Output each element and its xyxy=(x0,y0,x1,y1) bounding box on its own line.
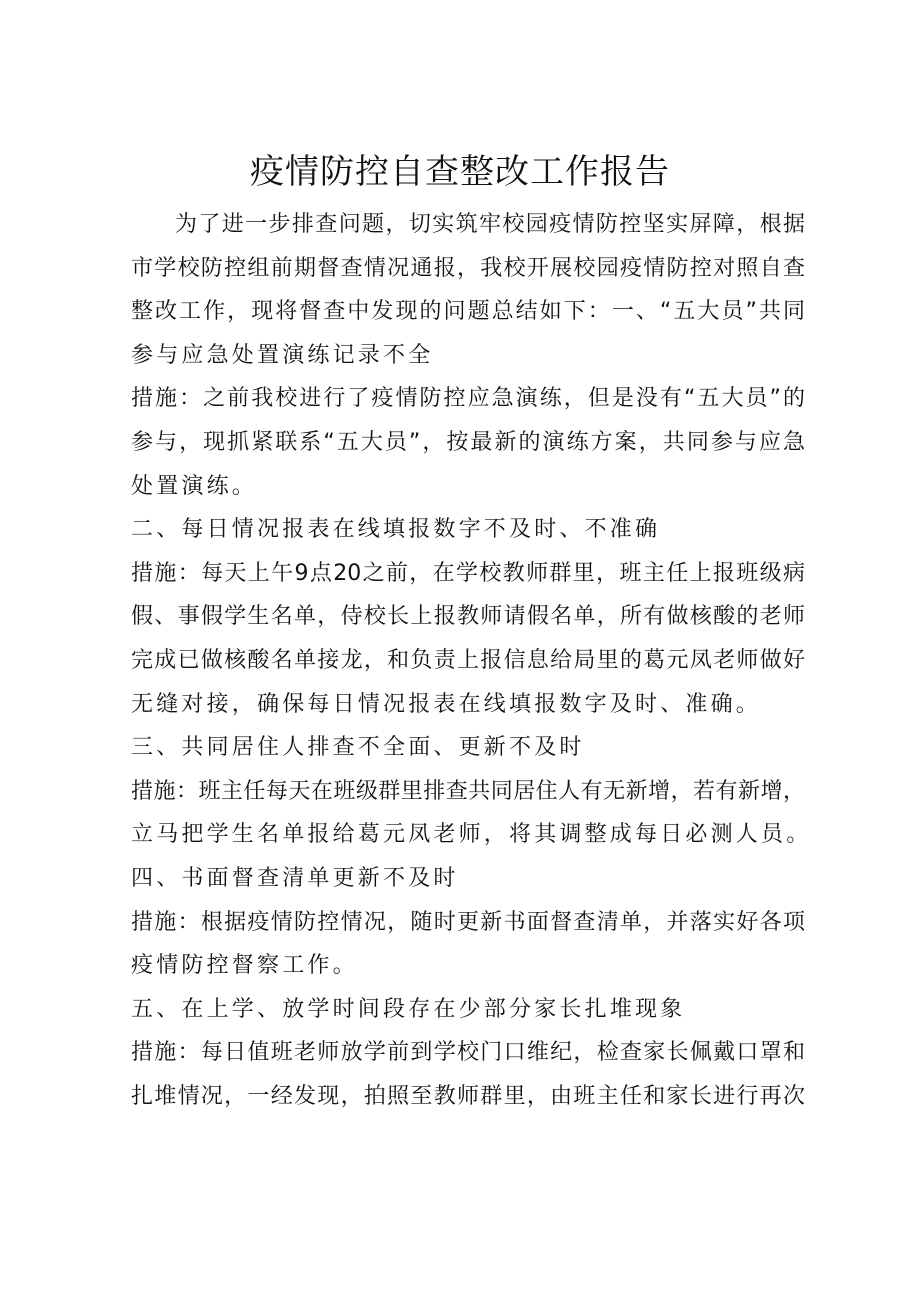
paragraph-line: 市学校防控组前期督查情况通报，我校开展校园疫情防控对照自查 xyxy=(131,255,805,281)
paragraph-line: 扎堆情况，一经发现，拍照至教师群里，由班主任和家长进行再次 xyxy=(131,1083,805,1109)
paragraph-line: 措施：每日值班老师放学前到学校门口维纪，检查家长佩戴口罩和 xyxy=(131,1040,805,1066)
paragraph-line: 措施：每天上午9点20之前，在学校教师群里，班主任上报班级病 xyxy=(131,560,805,586)
document-body xyxy=(131,203,812,1118)
paragraph-line: 处置演练。 xyxy=(131,473,258,499)
paragraph-line: 参与应急处置演练记录不全 xyxy=(131,342,434,368)
paragraph-line: 为了进一步排查问题，切实筑牢校园疫情防控坚实屏障，根据 xyxy=(175,212,805,237)
section-heading: 二、每日情况报表在线填报数字不及时、不准确 xyxy=(131,517,661,543)
paragraph-line: 整改工作，现将督查中发现的问题总结如下：一、“五大员”共同 xyxy=(131,299,805,325)
paragraph-line: 完成已做核酸名单接龙，和负责上报信息给局里的葛元凤老师做好 xyxy=(131,647,805,673)
paragraph-line: 措施：班主任每天在班级群里排查共同居住人有无新增，若有新增， xyxy=(131,778,805,804)
section-heading: 四、书面督查清单更新不及时 xyxy=(131,865,459,891)
paragraph-line: 疫情防控督察工作。 xyxy=(131,953,358,979)
paragraph-line: 立马把学生名单报给葛元凤老师，将其调整成每日必测人员。 xyxy=(131,822,812,848)
document-title: 疫情防控自查整改工作报告 xyxy=(250,152,670,192)
paragraph-line: 无缝对接，确保每日情况报表在线填报数字及时、准确。 xyxy=(131,691,762,717)
section-heading: 三、共同居住人排查不全面、更新不及时 xyxy=(131,735,585,761)
paragraph-line: 参与，现抓紧联系“五大员”，按最新的演练方案，共同参与应急 xyxy=(131,429,805,455)
paragraph-line: 措施：根据疫情防控情况，随时更新书面督查清单，并落实好各项 xyxy=(131,909,805,935)
paragraph-line: 假、事假学生名单，侍校长上报教师请假名单，所有做核酸的老师 xyxy=(131,604,805,630)
section-heading: 五、在上学、放学时间段存在少部分家长扎堆现象 xyxy=(131,996,686,1022)
paragraph-line: 措施：之前我校进行了疫情防控应急演练，但是没有“五大员”的 xyxy=(131,386,805,412)
